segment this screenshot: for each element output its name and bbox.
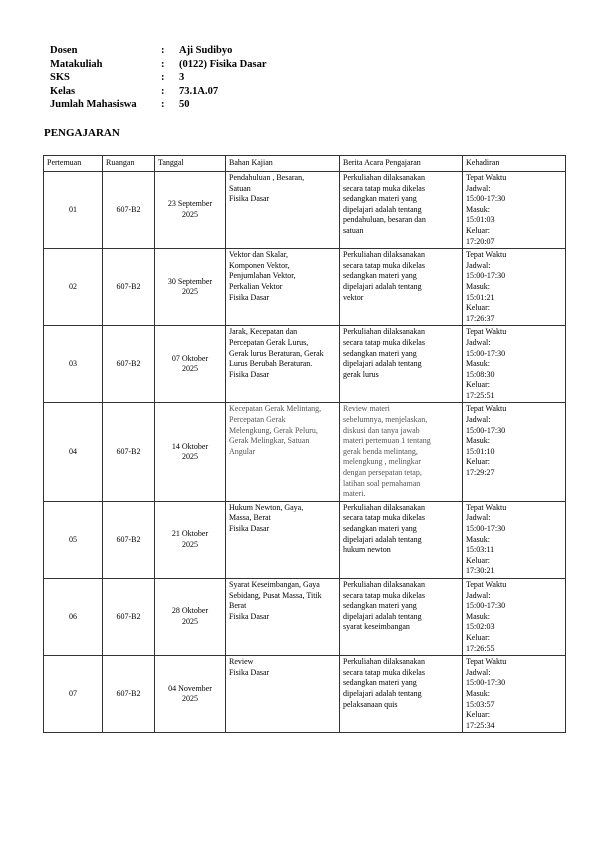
- cell-ruangan: 607-B2: [103, 501, 155, 578]
- cell-kehadiran-line: 17:29:27: [466, 468, 495, 478]
- info-value: 3: [179, 72, 185, 84]
- cell-kehadiran-line: 15:00-17:30: [466, 348, 506, 358]
- cell-kehadiran-line: Keluar:: [466, 710, 490, 720]
- cell-kehadiran-line: 15:08:30: [466, 369, 495, 379]
- cell-berita-acara: [340, 326, 463, 403]
- info-key: Dosen: [50, 45, 78, 56]
- cell-kehadiran-line: Jadwal:: [466, 337, 491, 347]
- cell-tanggal: [155, 501, 226, 578]
- cell-berita-acara-line: dipelajari adalah tentang: [343, 359, 422, 369]
- cell-tanggal: [155, 249, 226, 326]
- cell-bahan-kajian-line: Perkalian Vektor: [229, 281, 283, 291]
- section-title: PENGAJARAN: [44, 127, 120, 139]
- table-row: [44, 501, 566, 578]
- cell-kehadiran-line: 17:25:34: [466, 720, 495, 730]
- cell-bahan-kajian: [226, 501, 340, 578]
- cell-pertemuan: 07: [44, 656, 103, 733]
- cell-ruangan: 607-B2: [103, 249, 155, 326]
- cell-kehadiran-line: 15:00-17:30: [466, 194, 506, 204]
- cell-kehadiran-line: 15:03:57: [466, 699, 495, 709]
- cell-kehadiran-line: Keluar:: [466, 457, 490, 467]
- cell-kehadiran-line: 15:00-17:30: [466, 601, 506, 611]
- cell-tanggal: [155, 403, 226, 501]
- cell-berita-acara: [340, 501, 463, 578]
- cell-pertemuan: 03: [44, 326, 103, 403]
- cell-berita-acara-line: pelaksanaan quis: [343, 699, 398, 709]
- cell-bahan-kajian-line: Berat: [229, 601, 247, 611]
- cell-ruangan: 607-B2: [103, 656, 155, 733]
- cell-bahan-kajian-line: Satuan: [229, 183, 251, 193]
- cell-kehadiran-line: 15:01:10: [466, 446, 495, 456]
- cell-berita-acara: [340, 403, 463, 501]
- info-key: Kelas: [50, 85, 76, 97]
- cell-berita-acara-line: diskusi dan tanya jawab: [343, 425, 420, 435]
- cell-berita-acara-line: Review materi: [343, 404, 390, 414]
- cell-bahan-kajian-line: Pendahuluan , Besaran,: [229, 173, 305, 182]
- cell-kehadiran-line: Keluar:: [466, 225, 490, 235]
- cell-kehadiran-line: 15:01:03: [466, 215, 495, 225]
- cell-tanggal-line: 30 September: [167, 276, 213, 286]
- cell-berita-acara-line: pendahuluan, besaran dan: [343, 215, 426, 225]
- cell-berita-acara: [340, 578, 463, 655]
- cell-berita-acara-line: materi.: [343, 489, 366, 499]
- cell-bahan-kajian-line: Komponen Vektor,: [229, 260, 290, 270]
- cell-berita-acara-line: dipelajari adalah tentang: [343, 688, 422, 698]
- cell-berita-acara-line: sebelumnya, menjelaskan,: [343, 415, 428, 425]
- cell-bahan-kajian-line: Massa, Berat: [229, 513, 271, 523]
- cell-berita-acara-line: sedangkan materi yang: [343, 678, 417, 688]
- cell-kehadiran-line: Jadwal:: [466, 415, 491, 425]
- cell-kehadiran-line: Jadwal:: [466, 183, 491, 193]
- cell-berita-acara-line: secara tatap muka dikelas: [343, 260, 425, 270]
- cell-kehadiran: [463, 326, 566, 403]
- cell-kehadiran-line: Keluar:: [466, 303, 490, 313]
- cell-berita-acara: [340, 249, 463, 326]
- cell-kehadiran-line: Tepat Waktu: [466, 250, 507, 260]
- cell-pertemuan: 02: [44, 249, 103, 326]
- cell-kehadiran-line: Jadwal:: [466, 260, 491, 270]
- cell-tanggal: [155, 326, 226, 403]
- cell-pertemuan: 05: [44, 501, 103, 578]
- table-row: [44, 403, 566, 501]
- cell-kehadiran: [463, 172, 566, 249]
- cell-kehadiran-line: Tepat Waktu: [466, 173, 507, 182]
- cell-bahan-kajian: [226, 249, 340, 326]
- cell-kehadiran: [463, 578, 566, 655]
- cell-pertemuan: 04: [44, 403, 103, 501]
- cell-bahan-kajian-line: Sebidang, Pusat Massa, Titik: [229, 590, 322, 600]
- cell-berita-acara: [340, 172, 463, 249]
- cell-berita-acara-line: sedangkan materi yang: [343, 601, 417, 611]
- cell-berita-acara-line: dipelajari adalah tentang: [343, 534, 422, 544]
- table-row: [44, 172, 566, 249]
- cell-tanggal: [155, 578, 226, 655]
- cell-bahan-kajian-line: Angular: [229, 446, 256, 456]
- cell-kehadiran-line: Jadwal:: [466, 667, 491, 677]
- cell-berita-acara-line: secara tatap muka dikelas: [343, 513, 425, 523]
- cell-bahan-kajian-line: Lurus Berubah Beraturan.: [229, 359, 313, 369]
- cell-kehadiran: [463, 249, 566, 326]
- cell-bahan-kajian-line: Percepatan Gerak: [229, 415, 286, 425]
- cell-kehadiran-line: Jadwal:: [466, 590, 491, 600]
- cell-kehadiran-line: Tepat Waktu: [466, 579, 507, 589]
- cell-ruangan: 607-B2: [103, 172, 155, 249]
- cell-bahan-kajian: [226, 403, 340, 501]
- cell-berita-acara-line: Perkuliahan dilaksanakan: [343, 327, 425, 337]
- cell-tanggal-line: 2025: [182, 694, 198, 704]
- cell-berita-acara-line: satuan: [343, 225, 364, 235]
- cell-berita-acara-line: sedangkan materi yang: [343, 194, 417, 204]
- cell-kehadiran-line: 17:26:55: [466, 643, 495, 653]
- cell-kehadiran-line: Masuk:: [466, 281, 490, 291]
- info-key: SKS: [50, 72, 70, 84]
- cell-kehadiran-line: Masuk:: [466, 688, 490, 698]
- info-row: [50, 85, 267, 99]
- cell-kehadiran-line: 15:00-17:30: [466, 524, 506, 533]
- cell-berita-acara-line: Perkuliahan dilaksanakan: [343, 579, 425, 589]
- info-row: [50, 71, 267, 85]
- header-ruangan: Ruangan: [103, 156, 155, 172]
- info-value: 50: [179, 99, 190, 111]
- cell-tanggal: [155, 172, 226, 249]
- cell-bahan-kajian-line: Melengkung, Gerak Peluru,: [229, 425, 318, 435]
- cell-kehadiran-line: Keluar:: [466, 632, 490, 642]
- cell-berita-acara-line: sedangkan materi yang: [343, 348, 417, 358]
- cell-bahan-kajian: [226, 656, 340, 733]
- info-value: (0122) Fisika Dasar: [179, 58, 267, 70]
- cell-kehadiran-line: 17:20:07: [466, 236, 495, 246]
- cell-kehadiran-line: 17:30:21: [466, 566, 495, 576]
- info-key: Matakuliah: [50, 58, 103, 70]
- cell-berita-acara-line: dipelajari adalah tentang: [343, 204, 422, 214]
- cell-bahan-kajian-line: Syarat Keseimbangan, Gaya: [229, 579, 320, 589]
- cell-berita-acara-line: vektor: [343, 292, 364, 302]
- cell-bahan-kajian-line: Review: [229, 657, 254, 667]
- cell-tanggal-line: 2025: [182, 210, 198, 220]
- cell-bahan-kajian-line: Percepatan Gerak Lurus,: [229, 337, 309, 347]
- cell-berita-acara-line: Perkuliahan dilaksanakan: [343, 173, 425, 182]
- cell-berita-acara-line: sedangkan materi yang: [343, 271, 417, 281]
- course-info: [50, 44, 267, 112]
- cell-kehadiran-line: Keluar:: [466, 555, 490, 565]
- cell-pertemuan: 01: [44, 172, 103, 249]
- info-separator: :: [161, 58, 165, 70]
- info-row: [50, 44, 267, 58]
- cell-kehadiran-line: 17:25:51: [466, 390, 495, 400]
- cell-berita-acara-line: secara tatap muka dikelas: [343, 337, 425, 347]
- info-separator: :: [161, 45, 165, 56]
- cell-tanggal-line: 23 September: [167, 199, 213, 209]
- cell-tanggal-line: 2025: [182, 617, 198, 627]
- cell-tanggal-line: 07 Oktober: [171, 353, 209, 363]
- cell-kehadiran-line: 17:26:37: [466, 313, 495, 323]
- cell-kehadiran-line: 15:02:03: [466, 622, 495, 632]
- info-value: 73.1A.07: [179, 85, 219, 97]
- cell-berita-acara: [340, 656, 463, 733]
- cell-ruangan: 607-B2: [103, 403, 155, 501]
- cell-bahan-kajian-line: Fisika Dasar: [229, 292, 270, 302]
- cell-bahan-kajian-line: Fisika Dasar: [229, 611, 270, 621]
- info-key: Jumlah Mahasiswa: [50, 99, 137, 111]
- cell-kehadiran: [463, 656, 566, 733]
- cell-bahan-kajian-line: Fisika Dasar: [229, 369, 270, 379]
- cell-berita-acara-line: Perkuliahan dilaksanakan: [343, 502, 425, 512]
- cell-berita-acara-line: gerak lurus: [343, 369, 379, 379]
- cell-kehadiran-line: Tepat Waktu: [466, 657, 507, 667]
- cell-bahan-kajian-line: Vektor dan Skalar,: [229, 250, 288, 260]
- cell-berita-acara-line: syarat keseimbangan: [343, 622, 410, 632]
- cell-berita-acara-line: hukum newton: [343, 545, 391, 555]
- header-tanggal: Tanggal: [155, 156, 226, 172]
- cell-bahan-kajian-line: Gerak lurus Beraturan, Gerak: [229, 348, 324, 358]
- cell-kehadiran-line: 15:03:11: [466, 545, 495, 555]
- cell-berita-acara-line: secara tatap muka dikelas: [343, 667, 425, 677]
- cell-kehadiran-line: Masuk:: [466, 534, 490, 544]
- cell-kehadiran-line: Keluar:: [466, 380, 490, 390]
- cell-kehadiran-line: Jadwal:: [466, 513, 491, 523]
- cell-tanggal-line: 14 Oktober: [171, 441, 209, 451]
- cell-tanggal-line: 28 Oktober: [171, 606, 209, 616]
- cell-ruangan: 607-B2: [103, 578, 155, 655]
- cell-berita-acara-line: secara tatap muka dikelas: [343, 590, 425, 600]
- info-row: [50, 98, 267, 112]
- table-row: [44, 656, 566, 733]
- cell-kehadiran-line: Masuk:: [466, 359, 490, 369]
- cell-tanggal-line: 2025: [182, 287, 198, 297]
- info-value: Aji Sudibyo: [179, 45, 233, 56]
- cell-berita-acara-line: dengan persepatan tetap,: [343, 468, 422, 478]
- info-row: [50, 58, 267, 72]
- cell-bahan-kajian-line: Fisika Dasar: [229, 194, 270, 204]
- cell-bahan-kajian: [226, 326, 340, 403]
- cell-kehadiran-line: Tepat Waktu: [466, 502, 507, 512]
- cell-kehadiran: [463, 403, 566, 501]
- cell-kehadiran-line: Tepat Waktu: [466, 327, 507, 337]
- table-row: [44, 578, 566, 655]
- cell-bahan-kajian-line: Hukum Newton, Gaya,: [229, 502, 304, 512]
- cell-kehadiran: [463, 501, 566, 578]
- info-separator: :: [161, 72, 165, 84]
- cell-berita-acara-line: melengkung , melingkar: [343, 457, 421, 467]
- cell-berita-acara-line: dipelajari adalah tentang: [343, 281, 422, 291]
- cell-tanggal-line: 2025: [182, 364, 198, 374]
- cell-bahan-kajian-line: Jarak, Kecepatan dan: [229, 327, 298, 337]
- cell-bahan-kajian-line: Penjumlahan Vektor,: [229, 271, 296, 281]
- info-separator: :: [161, 85, 165, 97]
- cell-kehadiran-line: Masuk:: [466, 204, 490, 214]
- table-row: [44, 326, 566, 403]
- header-bahan-kajian: Bahan Kajian: [226, 156, 340, 172]
- cell-kehadiran-line: 15:00-17:30: [466, 678, 506, 688]
- cell-tanggal-line: 2025: [182, 452, 198, 462]
- header-berita-acara: Berita Acara Pengajaran: [340, 156, 463, 172]
- cell-berita-acara-line: Perkuliahan dilaksanakan: [343, 657, 425, 667]
- cell-kehadiran-line: 15:00-17:30: [466, 425, 506, 435]
- cell-tanggal-line: 21 Oktober: [171, 529, 209, 539]
- cell-bahan-kajian-line: Fisika Dasar: [229, 667, 270, 677]
- cell-pertemuan: 06: [44, 578, 103, 655]
- cell-bahan-kajian: [226, 172, 340, 249]
- cell-berita-acara-line: Perkuliahan dilaksanakan: [343, 250, 425, 260]
- cell-ruangan: 607-B2: [103, 326, 155, 403]
- cell-berita-acara-line: secara tatap muka dikelas: [343, 183, 425, 193]
- cell-tanggal: [155, 656, 226, 733]
- cell-kehadiran-line: 15:00-17:30: [466, 271, 506, 281]
- cell-berita-acara-line: gerak benda melintang,: [343, 446, 418, 456]
- cell-bahan-kajian-line: Fisika Dasar: [229, 524, 270, 533]
- cell-berita-acara-line: materi pertemuan 1 tentang: [343, 436, 431, 446]
- cell-tanggal-line: 2025: [182, 539, 198, 549]
- header-kehadiran: Kehadiran: [463, 156, 566, 172]
- info-separator: :: [161, 99, 165, 111]
- cell-bahan-kajian-line: Gerak Melingkar, Satuan: [229, 436, 310, 446]
- table-header-row: [44, 156, 566, 172]
- teaching-table: [43, 155, 566, 733]
- header-pertemuan: Pertemuan: [44, 156, 103, 172]
- cell-berita-acara-line: sedangkan materi yang: [343, 524, 417, 533]
- cell-tanggal-line: 04 November: [168, 683, 212, 693]
- cell-kehadiran-line: Masuk:: [466, 611, 490, 621]
- cell-kehadiran-line: Masuk:: [466, 436, 490, 446]
- cell-berita-acara-line: latihan soal pemahaman: [343, 478, 421, 488]
- cell-kehadiran-line: 15:01:21: [466, 292, 495, 302]
- cell-kehadiran-line: Tepat Waktu: [466, 404, 507, 414]
- cell-bahan-kajian-line: Kecepatan Gerak Melintang,: [229, 404, 322, 414]
- cell-berita-acara-line: dipelajari adalah tentang: [343, 611, 422, 621]
- cell-bahan-kajian: [226, 578, 340, 655]
- table-row: [44, 249, 566, 326]
